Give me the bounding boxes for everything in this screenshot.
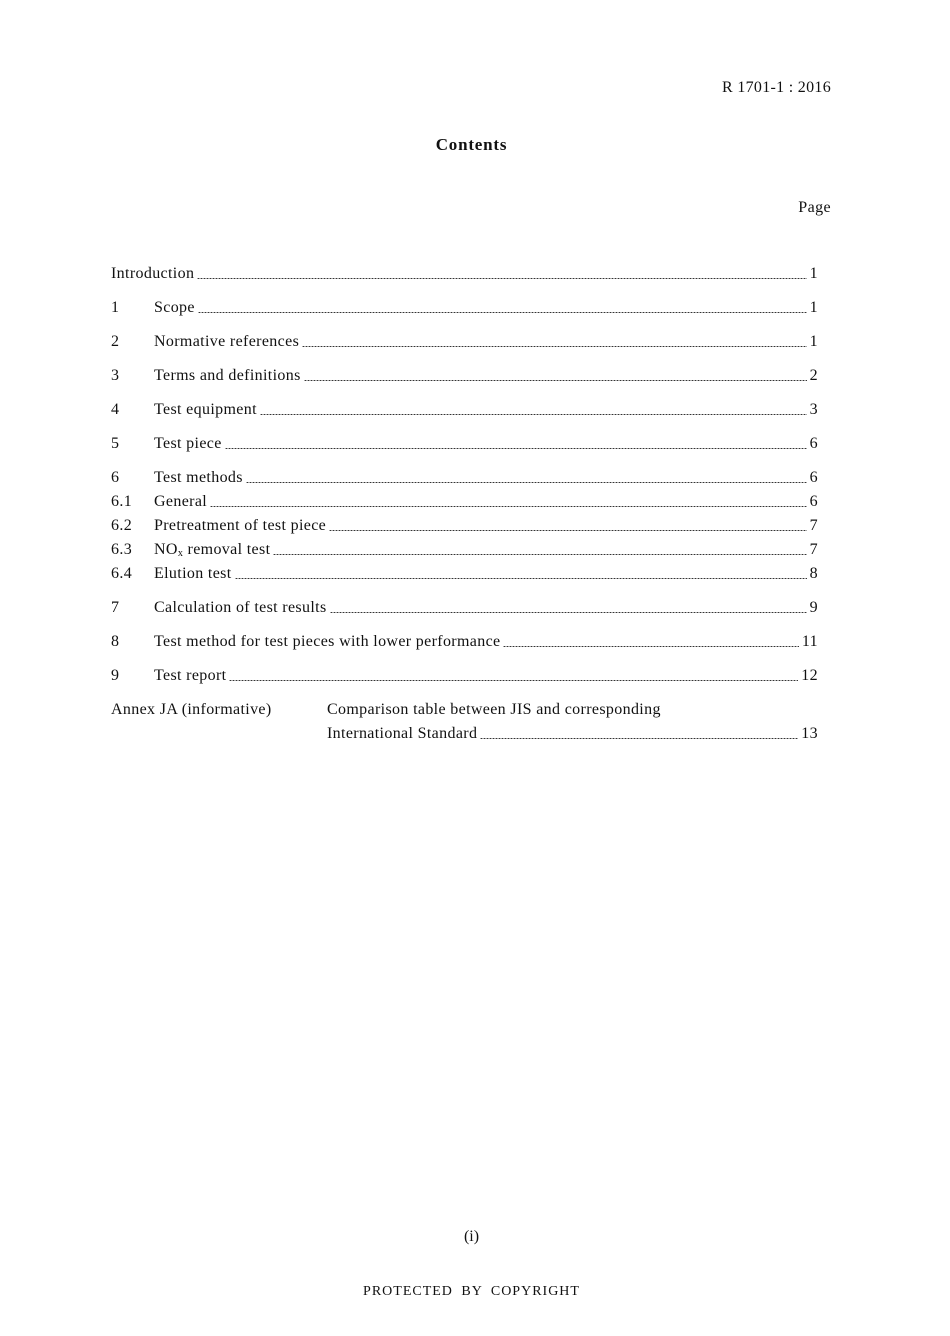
toc-entry-title: Test report: [154, 667, 227, 684]
dot-leader: [503, 646, 798, 647]
toc-entry-page: 1: [809, 299, 818, 316]
toc-entry-title: Test equipment: [154, 401, 257, 418]
toc-entry-page: 13: [801, 725, 818, 742]
toc-entry-number: 8: [111, 633, 120, 650]
dot-leader: [273, 554, 806, 555]
page-folio: (i): [463, 1228, 480, 1245]
dot-leader: [480, 738, 798, 739]
toc-group: [111, 330, 818, 354]
toc-entry-introduction[interactable]: [111, 262, 818, 286]
annex-label: Annex JA (informative): [111, 701, 272, 718]
dot-leader: [260, 414, 807, 415]
toc-entry-title: Scope: [154, 299, 195, 316]
dot-leader: [246, 482, 807, 483]
toc-entry-page: 12: [801, 667, 818, 684]
toc-entry-page: 6: [809, 493, 818, 510]
toc-entry-number: 3: [111, 367, 120, 384]
dot-leader: [225, 448, 807, 449]
toc-entry-test-piece[interactable]: [111, 432, 818, 456]
dot-leader: [329, 530, 807, 531]
annex-title: [327, 698, 818, 746]
toc-entry-number: 9: [111, 667, 120, 684]
toc-entry-title: Terms and definitions: [154, 367, 301, 384]
toc-entry-title: Elution test: [154, 565, 232, 582]
toc-entry-title: General: [154, 493, 208, 510]
toc-entry-page: 6: [809, 435, 818, 452]
copyright-footer: PROTECTED BY COPYRIGHT: [363, 1284, 580, 1299]
document-id: R 1701-1 : 2016: [722, 79, 831, 96]
toc-entry-page: 8: [809, 565, 818, 582]
dot-leader: [198, 312, 807, 313]
dot-leader: [330, 612, 807, 613]
toc-entry-elution-test[interactable]: [111, 562, 818, 586]
toc-entry-page: 2: [809, 367, 818, 384]
toc-entry-title: Pretreatment of test piece: [154, 517, 327, 534]
subscript-x: x: [177, 548, 184, 559]
page-title: Contents: [435, 135, 508, 154]
toc-entry-general[interactable]: [111, 490, 818, 514]
toc-group: [111, 296, 818, 320]
toc-entry-page: 7: [809, 541, 818, 558]
toc-title-suffix: removal test: [183, 541, 271, 558]
toc-entry-title: Normative references: [154, 333, 300, 350]
toc-entry-number: 6.3: [111, 541, 133, 558]
toc-entry-number: 6.1: [111, 493, 133, 510]
toc-entry-page: 7: [809, 517, 818, 534]
toc-entry-number: 6: [111, 469, 120, 486]
annex-title-line-1: Comparison table between JIS and corresponding: [327, 701, 661, 718]
toc-entry-page: 6: [809, 469, 818, 486]
toc-entry-number: 6.4: [111, 565, 133, 582]
toc-entry-number: 2: [111, 333, 120, 350]
dot-leader: [210, 506, 807, 507]
toc-entry-pretreatment[interactable]: [111, 514, 818, 538]
toc-entry-page: 1: [809, 265, 818, 282]
toc-entry-test-report[interactable]: [111, 664, 818, 688]
toc-entry-test-equipment[interactable]: [111, 398, 818, 422]
toc-entry-page: 9: [809, 599, 818, 616]
toc-entry-calculation[interactable]: [111, 596, 818, 620]
toc-entry-page: 11: [801, 633, 818, 650]
toc-entry-annex-ja[interactable]: [111, 698, 818, 746]
toc-entry-number: 4: [111, 401, 120, 418]
toc-entry-normative-references[interactable]: [111, 330, 818, 354]
toc-entry-test-methods[interactable]: [111, 466, 818, 490]
toc-entry-title: Test method for test pieces with lower performance: [154, 633, 501, 650]
page-column-label: Page: [798, 199, 831, 216]
toc-entry-number: 7: [111, 599, 120, 616]
toc-entry-number: 6.2: [111, 517, 133, 534]
toc-group: [111, 432, 818, 456]
toc-entry-title: Test piece: [154, 435, 222, 452]
toc-entry-nox-removal-test[interactable]: [111, 538, 818, 562]
toc-entry-terms-and-definitions[interactable]: [111, 364, 818, 388]
dot-leader: [235, 578, 807, 579]
annex-title-line-2: International Standard: [327, 725, 478, 742]
toc-entry-title: Test methods: [154, 469, 243, 486]
toc-entry-page: 3: [809, 401, 818, 418]
toc-entry-lower-performance[interactable]: [111, 630, 818, 654]
toc-group: [111, 596, 818, 620]
dot-leader: [229, 680, 798, 681]
toc-group: [111, 466, 818, 586]
dot-leader: [302, 346, 807, 347]
toc-entry-title: Introduction: [111, 265, 195, 282]
table-of-contents: [111, 262, 818, 746]
toc-group: [111, 630, 818, 654]
toc-entry-page: 1: [809, 333, 818, 350]
toc-group: [111, 364, 818, 388]
toc-entry-number: 5: [111, 435, 120, 452]
toc-group: [111, 664, 818, 688]
toc-group: [111, 262, 818, 286]
dot-leader: [304, 380, 807, 381]
annex-title-line-2-row: [327, 722, 818, 746]
dot-leader: [197, 278, 806, 279]
toc-group: [111, 398, 818, 422]
toc-entry-number: 1: [111, 299, 120, 316]
toc-entry-scope[interactable]: [111, 296, 818, 320]
toc-entry-title: Calculation of test results: [154, 599, 327, 616]
toc-title-prefix: NO: [154, 541, 178, 558]
